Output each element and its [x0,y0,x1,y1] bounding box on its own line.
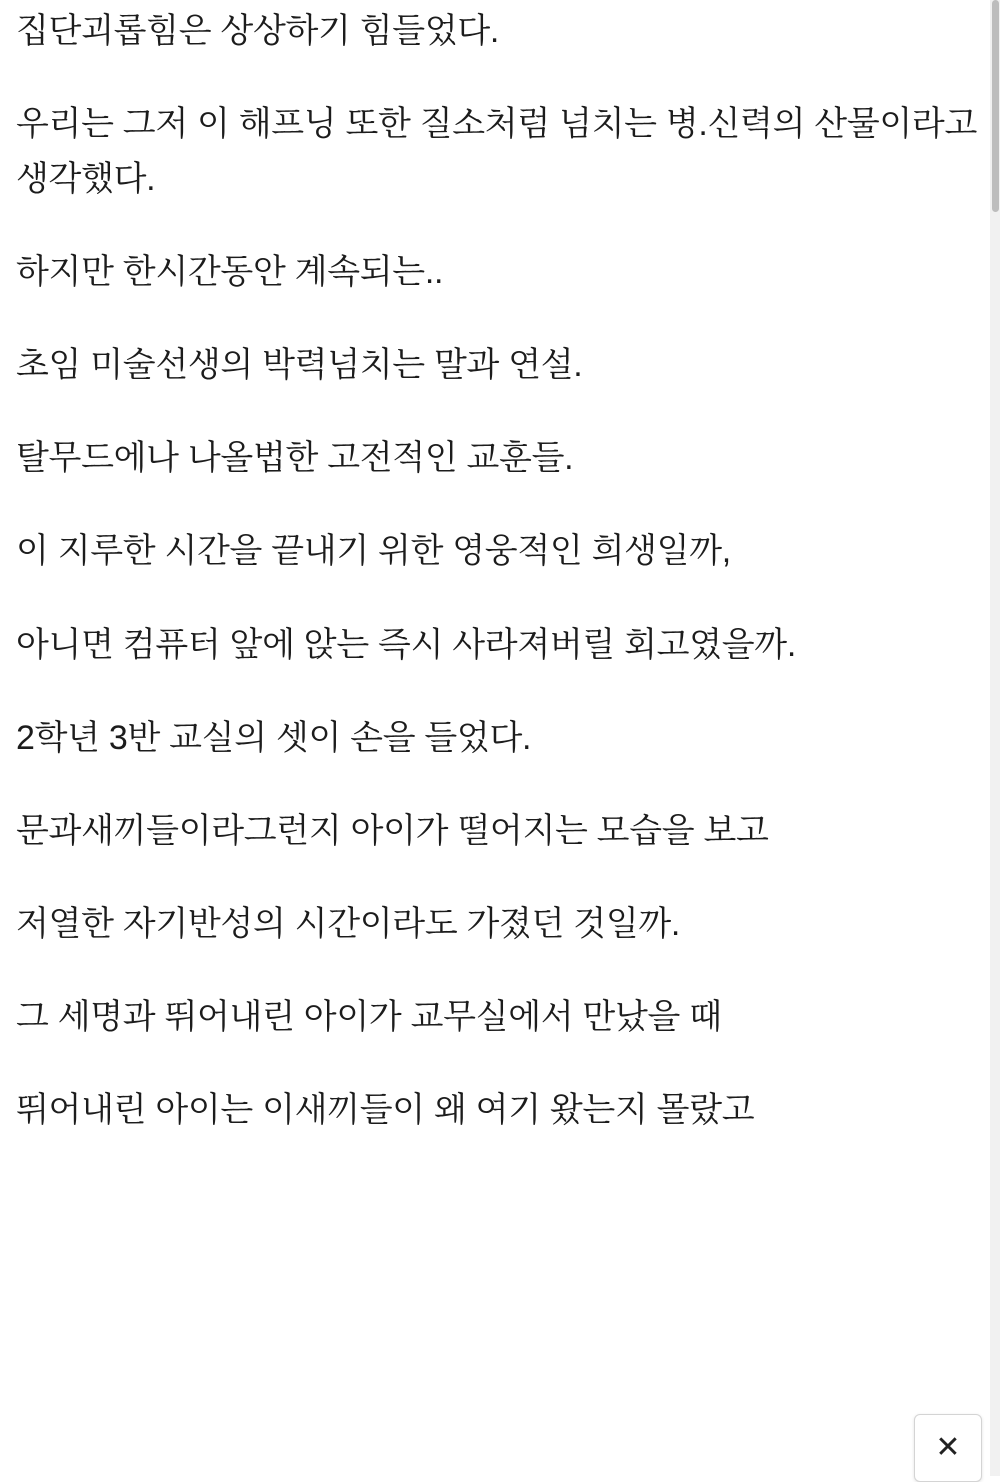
paragraph: 아니면 컴퓨터 앞에 앉는 즉시 사라져버릴 회고였을까. [16,625,796,664]
paragraph: 집단괴롭힘은 상상하기 힘들었다. [16,12,500,50]
paragraph: 하지만 한시간동안 계속되는.. [16,253,444,292]
paragraph: 문과새끼들이라그런지 아이가 떨어지는 모습을 보고 [16,811,769,850]
scrollbar-thumb[interactable] [992,0,999,212]
paragraph: 뛰어내린 아이는 이새끼들이 왜 여기 왔는지 몰랐고 [16,1090,755,1129]
paragraph: 그 세명과 뛰어내린 아이가 교무실에서 만났을 때 [16,997,722,1036]
paragraph: 탈무드에나 나올법한 고전적인 교훈들. [16,439,574,478]
close-icon: ✕ [935,1430,961,1465]
paragraph: 우리는 그저 이 해프닝 또한 질소처럼 넘치는 병.신력의 산물이라고 생각했다. [16,105,978,199]
close-button[interactable] [914,1414,982,1482]
vertical-scrollbar[interactable] [990,0,1000,1476]
paragraph: 저열한 자기반성의 시간이라도 가졌던 것일까. [16,904,681,943]
paragraph: 이 지루한 시간을 끝내기 위한 영웅적인 희생일까, [16,532,731,571]
paragraph: 2학년 3반 교실의 셋이 손을 들었다. [16,718,532,757]
document-body [16,0,978,1138]
paragraph: 초임 미술선생의 박력넘치는 말과 연설. [16,346,583,385]
